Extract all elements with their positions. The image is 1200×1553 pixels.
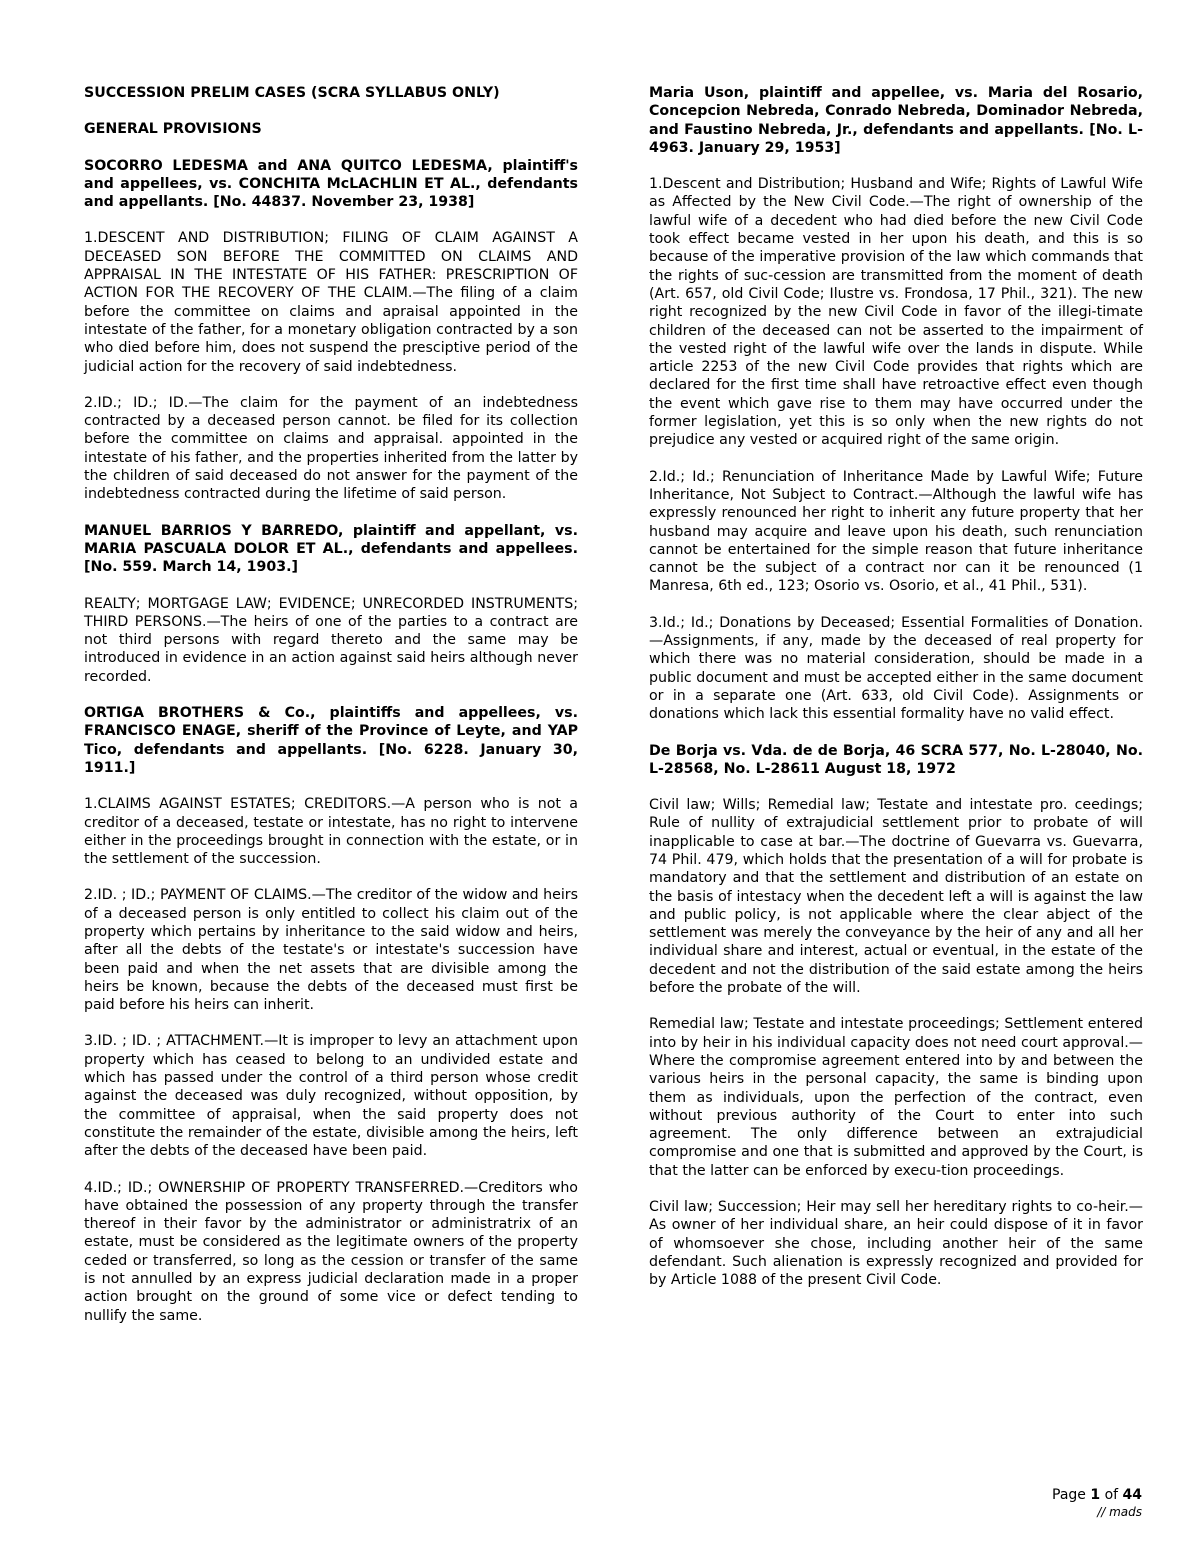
case-syllabus-paragraph: 1.Descent and Distribution; Husband and Wife; Rights of Lawful Wife as Affected by the New Civil Code.—The right of ownership of the lawful wife of a decedent who had died before the new Civil Code took effect became vested in her upon his death, and this is so because of the imperative provision of the law which commands that the rights of suc-cession are transmitted from the moment of death (Art. 657, old Civil Code; Ilustre vs. Frondosa, 17 Phil., 321). The new right recognized by the new Civil Code in favor of the illegi-timate children of the deceased can not be asserted to the impairment of the vested right of the lawful wife over the lands in dispute. While article 2253 of the new Civil Code provides that rights which are declared for the first time shall have retroactive effect even though the event which gave rise to them may have occurred under the former legislation, yet this is so only when the new rights do not prejudice any vested or acquired right of the same origin.	[649, 176, 1143, 449]
case-syllabus-paragraph: 4.ID.; ID.; OWNERSHIP OF PROPERTY TRANSFERRED.—Creditors who have obtained the possession of any property through the transfer thereof in their favor by the administrator or administratrix of an estate, must be considered as the legitimate owners of the property ceded or transferred, so long as the cession or transfer of the same is not annulled by an express judicial declaration made in a proper action brought on the ground of some vice or defect tending to nullify the same.	[84, 1179, 578, 1324]
case-title-barrios: MANUEL BARRIOS Y BARREDO, plaintiff and appellant, vs. MARIA PASCUALA DOLOR ET AL., defendants and appellees. [No. 559. March 14, 1903.]	[84, 522, 578, 576]
case-title-uson: Maria Uson, plaintiff and appellee, vs. Maria del Rosario, Concepcion Nebreda, Conrado Nebreda, Dominador Nebreda, and Faustino Nebreda, Jr., defendants and appellants. [No. L-4963. January 29, 1953]	[649, 85, 1143, 156]
case-syllabus-paragraph: Civil law; Wills; Remedial law; Testate and intestate pro. ceedings; Rule of nullity of extrajudicial settlement prior to probate of will inapplicable to case at bar.—The doctrine of Guevarra vs. Guevarra, 74 Phil. 479, which holds that the presentation of a will for probate is mandatory and that the settlement and distribution of an estate on the basis of intestacy when the decedent left a will is against the law and public policy, is not applicable where the clear abject of the settlement was merely the conveyance by the heir of any and all her individual share and interest, actual or eventual, in the estate of the decedent and not the distribution of the said estate among the heirs before the probate of the will.	[649, 797, 1143, 997]
case-syllabus-paragraph: 3.Id.; Id.; Donations by Deceased; Essential Formalities of Donation.—Assignments, if any, made by the deceased of real property for which there was no material consideration, should be made in a public document and must be accepted either in the same document or in a separate one (Art. 633, old Civil Code). Assignments or donations which lack this essential formality have no valid effect.	[649, 614, 1143, 723]
case-syllabus-paragraph: 3.ID. ; ID. ; ATTACHMENT.—It is improper to levy an attachment upon property which has ceased to belong to an undivided estate and which has passed under the control of a third person whose credit against the deceased was duly recognized, without opposition, by the committee of appraisal, when the said property does not constitute the remainder of the estate, divisible among the heirs, left after the debts of the deceased have been paid.	[84, 1033, 578, 1160]
case-syllabus-paragraph: 2.ID. ; ID.; PAYMENT OF CLAIMS.—The creditor of the widow and heirs of a deceased person is only entitled to collect his claim out of the property which pertains by inheritance to the said widow and heirs, after all the debts of the testate's or intestate's succession have been paid and when the net assets that are divisible among the heirs be known, because the debts of the deceased must first be paid before his heirs can inherit.	[84, 887, 578, 1014]
left-column	[84, 84, 578, 1343]
case-syllabus-paragraph: REALTY; MORTGAGE LAW; EVIDENCE; UNRECORDED INSTRUMENTS; THIRD PERSONS.—The heirs of one of the parties to a contract are not third persons with regard thereto and the same may be introduced in evidence in an action against said heirs although never recorded.	[84, 595, 578, 685]
section-heading: GENERAL PROVISIONS	[84, 121, 262, 138]
case-title-ortiga: ORTIGA BROTHERS & Co., plaintiffs and appellees, vs. FRANCISCO ENAGE, sheriff of the Province of Leyte, and YAP Tico, defendants and appellants. [No. 6228. January 30, 1911.]	[84, 705, 578, 776]
right-column	[649, 84, 1143, 1308]
total-page-count: 44	[1122, 1487, 1142, 1503]
case-syllabus-paragraph: 1.DESCENT AND DISTRIBUTION; FILING OF CLAIM AGAINST A DECEASED SON BEFORE THE COMMITTED ON CLAIMS AND APPRAISAL IN THE INTESTATE OF HIS FATHER: PRESCRIPTION OF ACTION FOR THE RECOVERY OF THE CLAIM.—The filing of a claim before the committee on claims and apraisal appointed in the intestate of the father, for a monetary obligation contracted by a son who died before him, does not suspend the presciptive period of the judicial action for the recovery of said indebtedness.	[84, 230, 578, 375]
case-syllabus-paragraph: Remedial law; Testate and intestate proceedings; Settlement entered into by heir in his individual capacity does not need court approval.—Where the compromise agreement entered into by and between the various heirs in the personal capacity, the same is binding upon them as individuals, upon the perfection of the contract, even without previous authority of the Court to enter into such agreement. The only difference between an extrajudicial compromise and one that is submitted and approved by the Court, is that the latter can be enforced by execu-tion proceedings.	[649, 1016, 1143, 1179]
page-footer	[1052, 1486, 1142, 1520]
author-signature: // mads	[1097, 1505, 1142, 1519]
case-title-ledesma: SOCORRO LEDESMA and ANA QUITCO LEDESMA, plaintiff's and appellees, vs. CONCHITA McLACHLIN ET AL., defendants and appellants. [No. 44837. November 23, 1938]	[84, 157, 578, 211]
case-syllabus-paragraph: 2.ID.; ID.; ID.—The claim for the payment of an indebtedness contracted by a deceased person cannot. be filed for its collection before the committee on claims and appraisal. appointed in the intestate of his father, and the properties inherited from the latter by the children of said deceased do not answer for the payment of the indebtedness contracted during the lifetime of said person.	[84, 394, 578, 503]
case-syllabus-paragraph: 1.CLAIMS AGAINST ESTATES; CREDITORS.—A person who is not a creditor of a deceased, testate or intestate, has no right to intervene either in the proceedings brought in connection with the estate, or in the settlement of the succession.	[84, 796, 578, 868]
case-syllabus-paragraph: Civil law; Succession; Heir may sell her hereditary rights to co-heir.—As owner of her individual share, an heir could dispose of it in favor of whomsoever she chose, including another heir of the same defendant. Such alienation is expressly recognized and provided for by Article 1088 of the present Civil Code.	[649, 1199, 1143, 1289]
of-label: of	[1104, 1487, 1119, 1503]
case-title-de-borja: De Borja vs. Vda. de de Borja, 46 SCRA 577, No. L-28040, No. L-28568, No. L-28611 August 18, 1972	[649, 742, 1143, 777]
case-syllabus-paragraph: 2.Id.; Id.; Renunciation of Inheritance Made by Lawful Wife; Future Inheritance, Not Subject to Contract.—Although the lawful wife has expressly renounced her right to inherit any future property that her husband may acquire and leave upon his death, such renunciation cannot be entertained for the simple reason that future inheritance cannot be the subject of a contract nor can it be renounced (1 Manresa, 6th ed., 123; Osorio vs. Osorio, et al., 41 Phil., 531).	[649, 468, 1143, 595]
page-label: Page	[1052, 1487, 1086, 1503]
document-title: SUCCESSION PRELIM CASES (SCRA SYLLABUS ONLY)	[84, 85, 500, 101]
current-page-number: 1	[1090, 1487, 1101, 1503]
page-number-line	[1052, 1486, 1142, 1504]
